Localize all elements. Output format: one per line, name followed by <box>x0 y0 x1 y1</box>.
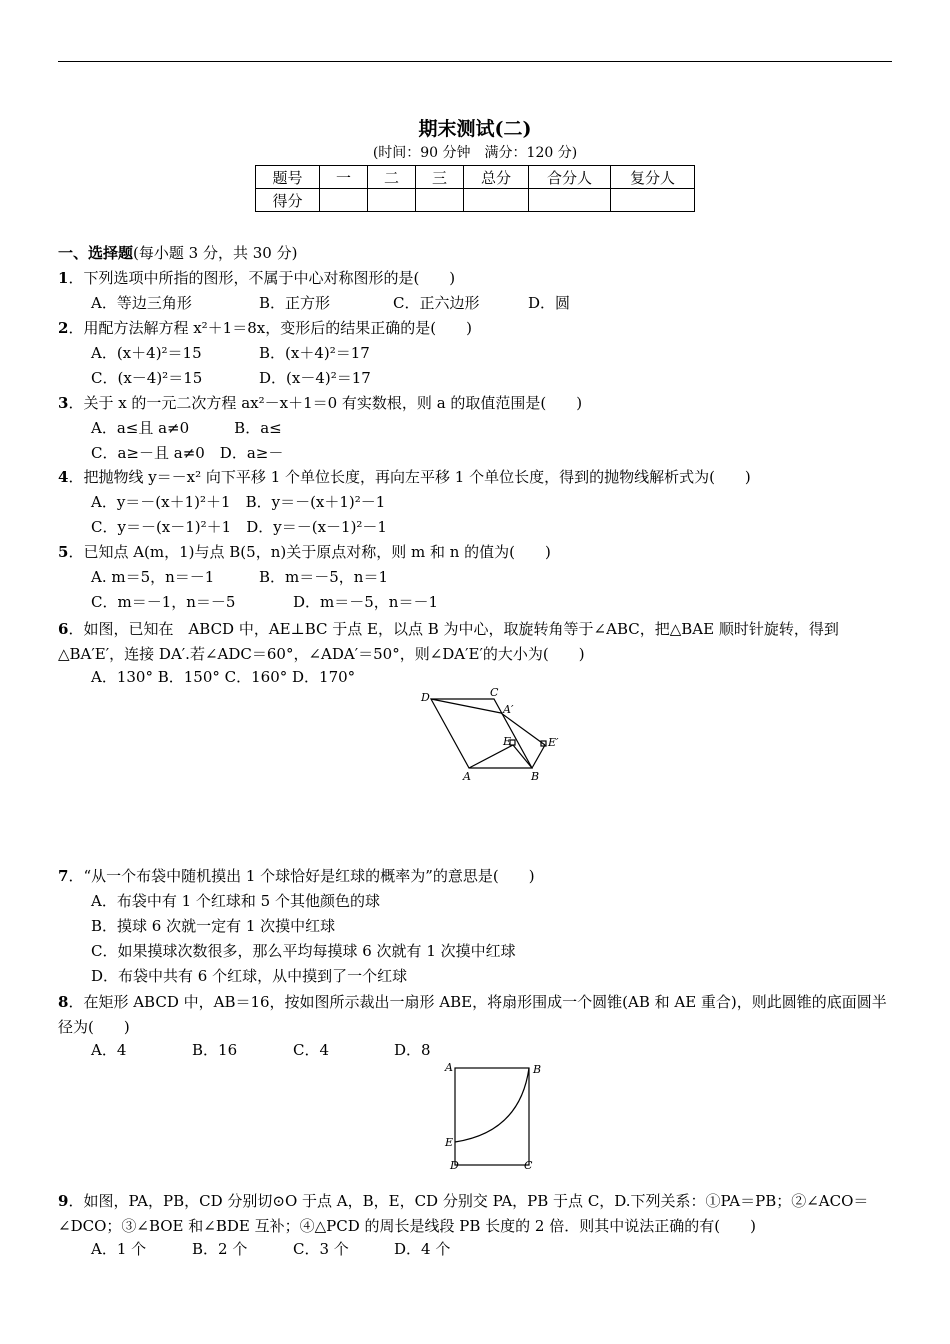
q2-options-ab <box>91 343 892 363</box>
option-d[interactable]: D．圆 <box>528 294 571 312</box>
option-b[interactable]: B．m＝－5，n＝1 <box>259 568 388 586</box>
option-a[interactable]: A．布袋中有 1 个红球和 5 个其他颜色的球 <box>91 892 380 910</box>
q1-options <box>91 293 892 313</box>
score-table <box>255 165 695 212</box>
option-c[interactable]: C．正六边形 <box>393 294 480 312</box>
page-title: 期末测试(二) <box>418 118 532 140</box>
label-d: D <box>450 1159 459 1172</box>
question-7: 7．“从一个布袋中随机摸出 1 个球恰好是红球的概率为”的意思是( ) <box>58 867 535 885</box>
label-a-prime: A′ <box>503 703 514 716</box>
option-a[interactable]: A．4 <box>91 1041 127 1059</box>
option-b[interactable]: B．摸球 6 次就一定有 1 次摸中红球 <box>91 917 336 935</box>
option-c[interactable]: C．m＝－1，n＝－5 <box>91 593 236 611</box>
rectangle-sector-figure <box>440 1058 550 1174</box>
q9-options <box>91 1239 892 1259</box>
table-cell: 总分 <box>464 166 529 189</box>
label-b: B <box>531 770 540 783</box>
table-cell: 一 <box>320 166 368 189</box>
q5-options-cd <box>91 592 892 612</box>
label-c: C <box>524 1159 533 1172</box>
question-3: 3．关于 x 的一元二次方程 ax²－x＋1＝0 有实数根，则 a 的取值范围是( ) <box>58 394 583 412</box>
option-d[interactable]: D．(x－4)²＝17 <box>259 369 371 387</box>
option-c[interactable]: C．如果摸球次数很多，那么平均每摸球 6 次就有 1 次摸中红球 <box>91 942 516 960</box>
q5-options-ab <box>91 567 892 587</box>
q8-options <box>91 1040 892 1060</box>
option-d[interactable]: D．m＝－5，n＝－1 <box>293 593 438 611</box>
table-cell: 三 <box>416 166 464 189</box>
label-e-prime: E′ <box>548 736 559 749</box>
question-6: 6．如图，已知在 ABCD 中，AE⊥BC 于点 E，以点 B 为中心，取旋转角等于∠ABC，把△BAE 顺时针旋转，得到△BA′E′，连接 DA′.若∠ADC＝60°，∠ADA′＝50°，则∠DA′E′的大小为( ) <box>58 620 839 663</box>
q3-options-cd[interactable]: C．a≥－且 a≠0 D．a≥－ <box>91 444 284 462</box>
option-d[interactable]: D．布袋中共有 6 个红球，从中摸到了一个红球 <box>91 967 408 985</box>
score-input-cell[interactable] <box>416 189 464 212</box>
table-row <box>256 166 695 189</box>
q6-options[interactable]: A．130° B．150° C．160° D．170° <box>91 668 356 686</box>
score-input-cell[interactable] <box>368 189 416 212</box>
option-c[interactable]: C．3 个 <box>293 1240 349 1258</box>
question-8: 8．在矩形 ABCD 中，AB＝16，按如图所示裁出一扇形 ABE，将扇形围成一个圆锥(AB 和 AE 重合)，则此圆锥的底面圆半径为( ) <box>58 993 887 1036</box>
exam-info: (时间：90 分钟 满分：120 分) <box>372 145 578 161</box>
label-e: E <box>445 1136 454 1149</box>
label-b: B <box>533 1063 542 1076</box>
table-cell: 得分 <box>256 189 320 212</box>
score-input-cell[interactable] <box>529 189 611 212</box>
table-cell: 合分人 <box>529 166 611 189</box>
question-5: 5．已知点 A(m，1)与点 B(5，n)关于原点对称，则 m 和 n 的值为( ) <box>58 543 551 561</box>
q3-options-ab[interactable]: A．a≤且 a≠0 B．a≤ <box>91 419 282 437</box>
question-2: 2．用配方法解方程 x²＋1＝8x，变形后的结果正确的是( ) <box>58 319 472 337</box>
score-input-cell[interactable] <box>464 189 529 212</box>
table-row <box>256 189 695 212</box>
q2-options-cd <box>91 368 892 388</box>
option-d[interactable]: D．4 个 <box>394 1240 451 1258</box>
top-rule <box>58 61 892 62</box>
q4-options-cd[interactable]: C．y＝－(x－1)²＋1 D．y＝－(x－1)²－1 <box>91 518 387 536</box>
option-a[interactable]: A．(x＋4)²＝15 <box>91 344 202 362</box>
option-c[interactable]: C．(x－4)²＝15 <box>91 369 203 387</box>
table-cell: 题号 <box>256 166 320 189</box>
table-cell: 二 <box>368 166 416 189</box>
option-b[interactable]: B．16 <box>192 1041 238 1059</box>
option-b[interactable]: B．正方形 <box>259 294 331 312</box>
option-a[interactable]: A. m＝5，n＝－1 <box>91 568 215 586</box>
question-1: 1．下列选项中所指的图形，不属于中心对称图形的是( ) <box>58 269 456 287</box>
label-d: D <box>421 691 430 704</box>
q4-options-ab[interactable]: A．y＝－(x＋1)²＋1 B．y＝－(x＋1)²－1 <box>91 493 386 511</box>
option-b[interactable]: B．2 个 <box>192 1240 248 1258</box>
score-input-cell[interactable] <box>611 189 695 212</box>
score-input-cell[interactable] <box>320 189 368 212</box>
option-a[interactable]: A．1 个 <box>91 1240 147 1258</box>
section-heading: 一、选择题(每小题 3 分，共 30 分) <box>58 244 298 262</box>
option-c[interactable]: C．4 <box>293 1041 330 1059</box>
question-9: 9．如图，PA，PB，CD 分别切⊙O 于点 A，B，E，CD 分别交 PA，PB 于点 C，D.下列关系：①PA＝PB；②∠ACO＝∠DCO；③∠BOE 和∠BDE 互补；④△PCD 的周长是线段 PB 长度的 2 倍．则其中说法正确的有( ) <box>58 1192 869 1235</box>
table-cell: 复分人 <box>611 166 695 189</box>
question-4: 4．把抛物线 y＝－x² 向下平移 1 个单位长度，再向左平移 1 个单位长度，得到的抛物线解析式为( ) <box>58 468 751 486</box>
label-a: A <box>445 1061 453 1074</box>
option-a[interactable]: A．等边三角形 <box>91 294 192 312</box>
label-a: A <box>463 770 471 783</box>
label-c: C <box>490 686 499 699</box>
option-d[interactable]: D．8 <box>394 1041 431 1059</box>
option-b[interactable]: B．(x＋4)²＝17 <box>259 344 370 362</box>
label-e: E <box>503 735 512 748</box>
parallelogram-figure <box>415 684 575 784</box>
